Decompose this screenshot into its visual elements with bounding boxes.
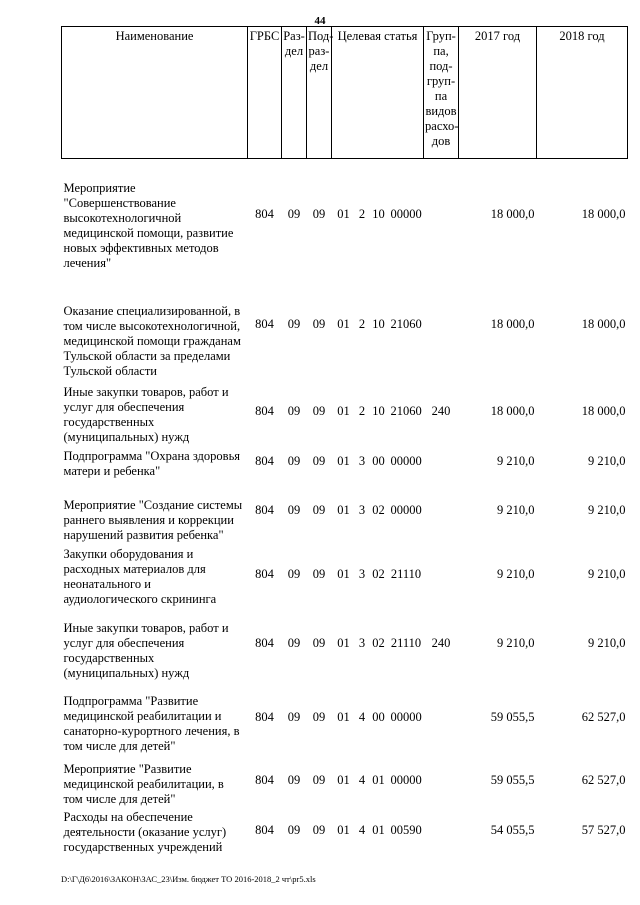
row-target-program: 01 <box>337 404 350 418</box>
row-podrazdel: 09 <box>312 454 326 468</box>
row-razdel: 09 <box>287 636 301 650</box>
page-number: 44 <box>314 15 326 27</box>
row-target-subprogram: 2 <box>358 317 366 331</box>
header-year-2017: 2017 год <box>459 27 537 159</box>
row-amount-2017: 18 000,0 <box>490 317 535 331</box>
row-target-event: 10 <box>372 207 385 222</box>
row-amount-2018: 62 527,0 <box>581 709 626 724</box>
row-amount-2017: 9 210,0 <box>497 454 535 468</box>
header-razdel: Раз-дел <box>282 27 307 159</box>
row-target-program: 01 <box>337 567 350 581</box>
row-amount-2018: 62 527,0 <box>581 772 626 787</box>
header-expense-group: Груп-па, под-груп-па видов расхо-дов <box>424 27 459 159</box>
row-target-event: 02 <box>372 567 385 581</box>
row-target-event: 01 <box>372 823 385 837</box>
row-amount-2018: 9 210,0 <box>588 454 626 468</box>
row-target-subprogram: 3 <box>358 454 366 468</box>
table-row <box>62 379 628 445</box>
row-razdel: 09 <box>287 567 301 581</box>
header-year-2018: 2018 год <box>537 27 628 159</box>
row-expense-group: 240 <box>431 636 451 650</box>
row-razdel: 09 <box>287 454 301 468</box>
row-razdel: 09 <box>287 503 301 517</box>
row-expense-group <box>424 543 459 607</box>
row-expense-group <box>424 159 459 271</box>
table-row <box>62 754 628 807</box>
row-target-direction: 00590 <box>390 823 422 837</box>
row-target-direction: 00000 <box>390 772 422 787</box>
row-amount-2018: 9 210,0 <box>588 503 626 517</box>
table-row <box>62 159 628 271</box>
table-row <box>62 607 628 681</box>
row-target-subprogram: 4 <box>358 709 366 724</box>
row-podrazdel: 09 <box>312 207 326 222</box>
row-name: Иные закупки товаров, работ и услуг для обеспечения государственных (муниципальных) нужд <box>63 384 229 444</box>
row-target-subprogram: 4 <box>358 772 366 787</box>
table-row <box>62 543 628 607</box>
row-expense-group: 240 <box>431 404 451 418</box>
row-target-program: 01 <box>337 709 350 724</box>
row-grbs: 804 <box>255 454 274 468</box>
row-amount-2018: 18 000,0 <box>581 404 626 418</box>
row-target-event: 02 <box>372 636 385 650</box>
row-target-program: 01 <box>337 454 350 468</box>
row-podrazdel: 09 <box>312 503 326 517</box>
row-target-event: 01 <box>372 772 385 787</box>
table-row <box>62 445 628 479</box>
row-expense-group <box>424 479 459 543</box>
row-podrazdel: 09 <box>312 709 326 724</box>
table-header-row <box>62 27 628 159</box>
row-expense-group <box>424 271 459 379</box>
row-grbs: 804 <box>255 636 274 650</box>
row-amount-2017: 18 000,0 <box>490 207 535 222</box>
table-row <box>62 479 628 543</box>
row-target-event: 00 <box>372 454 385 468</box>
row-amount-2017: 59 055,5 <box>490 772 535 787</box>
row-amount-2018: 57 527,0 <box>581 823 626 837</box>
row-razdel: 09 <box>287 823 301 837</box>
row-expense-group <box>424 445 459 479</box>
row-grbs: 804 <box>255 317 274 331</box>
row-podrazdel: 09 <box>312 772 326 787</box>
row-expense-group <box>424 681 459 754</box>
row-target-program: 01 <box>337 317 350 331</box>
row-name: Оказание специализированной, в том числе высокотехнологичной, медицинской помощи гражданам Тульской области за пределами Тульской области <box>63 303 241 378</box>
row-target-direction: 00000 <box>390 454 422 468</box>
row-razdel: 09 <box>287 207 301 222</box>
row-grbs: 804 <box>255 823 274 837</box>
row-target-program: 01 <box>337 503 350 517</box>
row-target-direction: 21110 <box>390 567 422 581</box>
row-target-direction: 00000 <box>390 503 422 517</box>
row-name: Иные закупки товаров, работ и услуг для обеспечения государственных (муниципальных) нужд <box>63 620 229 680</box>
row-razdel: 09 <box>287 772 301 787</box>
row-amount-2017: 9 210,0 <box>497 503 535 517</box>
row-target-direction: 00000 <box>390 207 422 222</box>
row-target-event: 02 <box>372 503 385 517</box>
row-target-program: 01 <box>337 207 350 222</box>
row-razdel: 09 <box>287 317 301 331</box>
row-target-program: 01 <box>337 772 350 787</box>
table-row <box>62 271 628 379</box>
row-expense-group <box>424 807 459 855</box>
header-podrazdel: Под-раз-дел <box>307 27 332 159</box>
row-amount-2017: 18 000,0 <box>490 404 535 418</box>
row-podrazdel: 09 <box>312 823 326 837</box>
row-razdel: 09 <box>287 709 301 724</box>
row-target-subprogram: 3 <box>358 503 366 517</box>
row-grbs: 804 <box>255 207 274 222</box>
row-grbs: 804 <box>255 772 274 787</box>
row-razdel: 09 <box>287 404 301 418</box>
row-target-direction: 21060 <box>390 317 422 331</box>
row-target-direction: 21060 <box>390 404 422 418</box>
row-podrazdel: 09 <box>312 636 326 650</box>
row-amount-2018: 9 210,0 <box>588 636 626 650</box>
row-grbs: 804 <box>255 503 274 517</box>
row-name: Закупки оборудования и расходных материалов для неонатального и аудиологического скрининга <box>63 546 217 606</box>
row-amount-2017: 54 055,5 <box>490 823 535 837</box>
row-grbs: 804 <box>255 404 274 418</box>
row-target-event: 10 <box>372 317 385 331</box>
table-row <box>62 807 628 855</box>
file-path-footer: D:\Г\Д6\2016\ЗАКОН\ЗАС_23\Изм. бюджет ТО 2016-2018_2 чт\pr5.xls <box>61 874 316 884</box>
row-amount-2017: 9 210,0 <box>497 567 535 581</box>
row-expense-group <box>424 754 459 807</box>
row-target-subprogram: 4 <box>358 823 366 837</box>
row-name: Расходы на обеспечение деятельности (оказание услуг) государственных учреждений <box>63 809 227 854</box>
row-target-subprogram: 2 <box>358 207 366 222</box>
header-name: Наименование <box>62 27 248 159</box>
row-target-event: 10 <box>372 404 385 418</box>
row-amount-2018: 18 000,0 <box>581 317 626 331</box>
row-amount-2018: 18 000,0 <box>581 207 626 222</box>
row-target-direction: 21110 <box>390 636 422 650</box>
row-target-event: 00 <box>372 709 385 724</box>
row-target-subprogram: 2 <box>358 404 366 418</box>
header-target-article: Целевая статья <box>332 27 424 159</box>
row-amount-2018: 9 210,0 <box>588 567 626 581</box>
row-grbs: 804 <box>255 567 274 581</box>
row-target-direction: 00000 <box>390 709 422 724</box>
row-target-program: 01 <box>337 636 350 650</box>
row-podrazdel: 09 <box>312 567 326 581</box>
table-row <box>62 681 628 754</box>
budget-table <box>61 26 628 855</box>
row-amount-2017: 59 055,5 <box>490 709 535 724</box>
header-grbs: ГРБС <box>248 27 282 159</box>
row-target-program: 01 <box>337 823 350 837</box>
row-name: Мероприятие "Развитие медицинской реабилитации, в том числе для детей" <box>63 761 224 806</box>
row-name: Мероприятие "Создание системы раннего выявления и коррекции нарушений развития ребенка" <box>63 497 243 542</box>
row-name: Подпрограмма "Развитие медицинской реабилитации и санаторно-курортного лечения, в том числе для детей" <box>63 693 240 753</box>
row-grbs: 804 <box>255 709 274 724</box>
row-podrazdel: 09 <box>312 404 326 418</box>
row-target-subprogram: 3 <box>358 567 366 581</box>
row-name: Подпрограмма "Охрана здоровья матери и ребенка" <box>63 448 241 478</box>
row-target-subprogram: 3 <box>358 636 366 650</box>
row-amount-2017: 9 210,0 <box>497 636 535 650</box>
row-name: Мероприятие "Совершенствование высокотехнологичной медицинской помощи, развитие новых эффективных методов лечения" <box>63 180 234 270</box>
row-podrazdel: 09 <box>312 317 326 331</box>
